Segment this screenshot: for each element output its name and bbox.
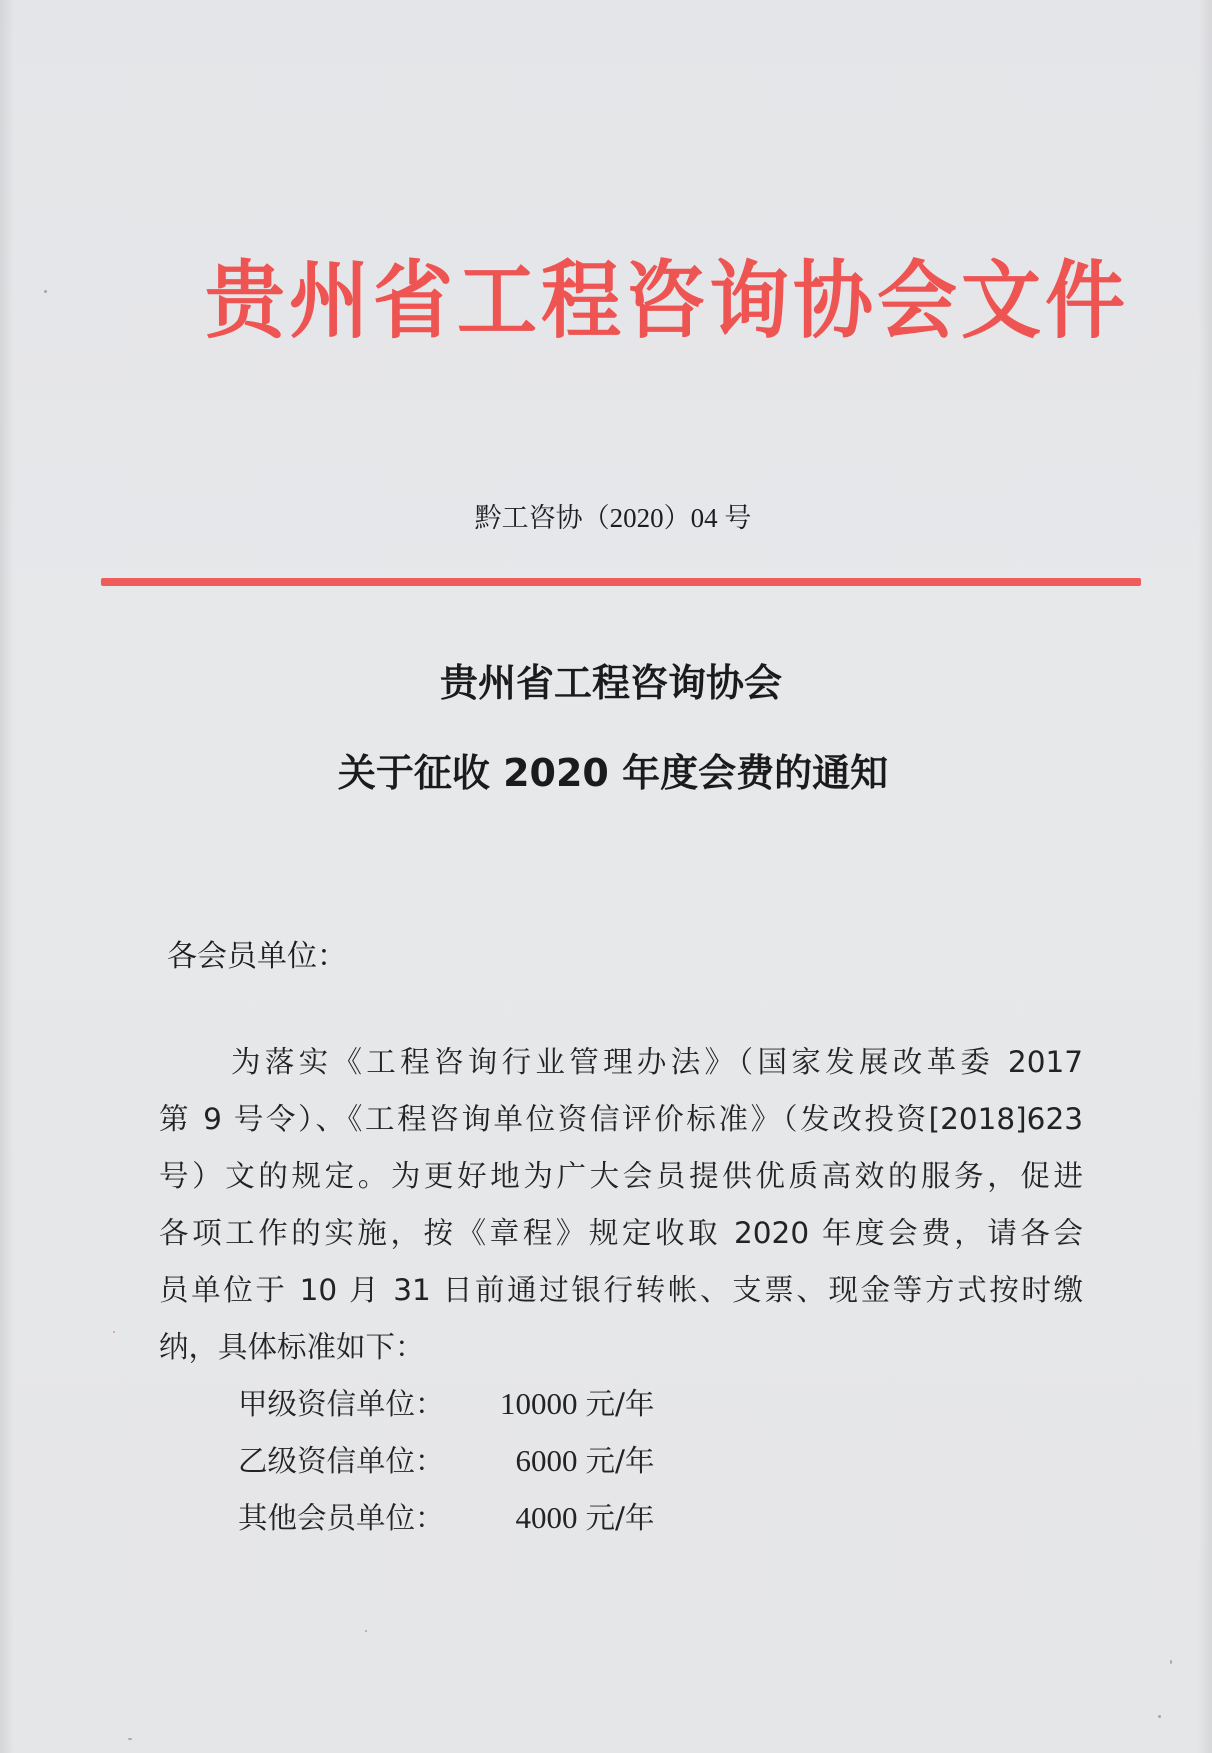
body-line: 号）文的规定。为更好地为广大会员提供优质高效的服务，促进 (159, 1159, 1083, 1193)
fee-amount: 4000 (515, 1500, 578, 1535)
scan-speck (365, 1630, 367, 1632)
body-line: 纳，具体标准如下： (159, 1330, 425, 1364)
fee-unit: 元/年 (585, 1444, 655, 1478)
scan-speck (113, 1331, 115, 1333)
body-line: 员单位于 10 月 31 日前通过银行转帐、支票、现金等方式按时缴 (159, 1273, 1083, 1307)
scan-speck (1170, 1660, 1172, 1664)
scan-speck (1158, 1715, 1161, 1718)
fee-label: 其他会员单位： (238, 1501, 445, 1535)
notice-title-line-1: 贵州省工程咨询协会 (439, 661, 782, 705)
scan-speck (44, 290, 47, 293)
masthead-title: 贵州省工程咨询协会文件 (205, 250, 1129, 351)
scan-speck (128, 1738, 132, 1740)
fee-unit: 元/年 (585, 1501, 655, 1535)
salutation: 各会员单位： (167, 939, 347, 974)
fee-row-grade-b (238, 1441, 654, 1481)
fee-amount: 10000 (500, 1386, 578, 1421)
fee-row-grade-a (238, 1384, 654, 1424)
fee-label: 甲级资信单位： (238, 1387, 445, 1421)
fee-unit: 元/年 (585, 1387, 655, 1421)
body-line: 第 9 号令）、《工程咨询单位资信评价标准》（发改投资[2018]623 (159, 1102, 1083, 1136)
body-line: 各项工作的实施，按《章程》规定收取 2020 年度会费，请各会 (159, 1216, 1083, 1250)
fee-row-other-members (238, 1498, 654, 1538)
notice-title-line-2: 关于征收 2020 年度会费的通知 (337, 751, 889, 795)
scan-edge-left (0, 0, 14, 1753)
fee-amount: 6000 (515, 1443, 578, 1478)
fee-label: 乙级资信单位： (238, 1444, 445, 1478)
scan-edge-right (1198, 0, 1212, 1753)
red-divider-line (101, 578, 1141, 586)
body-line: 为落实《工程咨询行业管理办法》（国家发展改革委 2017 (231, 1045, 1083, 1079)
document-number: 黔工咨协（2020）04 号 (474, 503, 752, 533)
